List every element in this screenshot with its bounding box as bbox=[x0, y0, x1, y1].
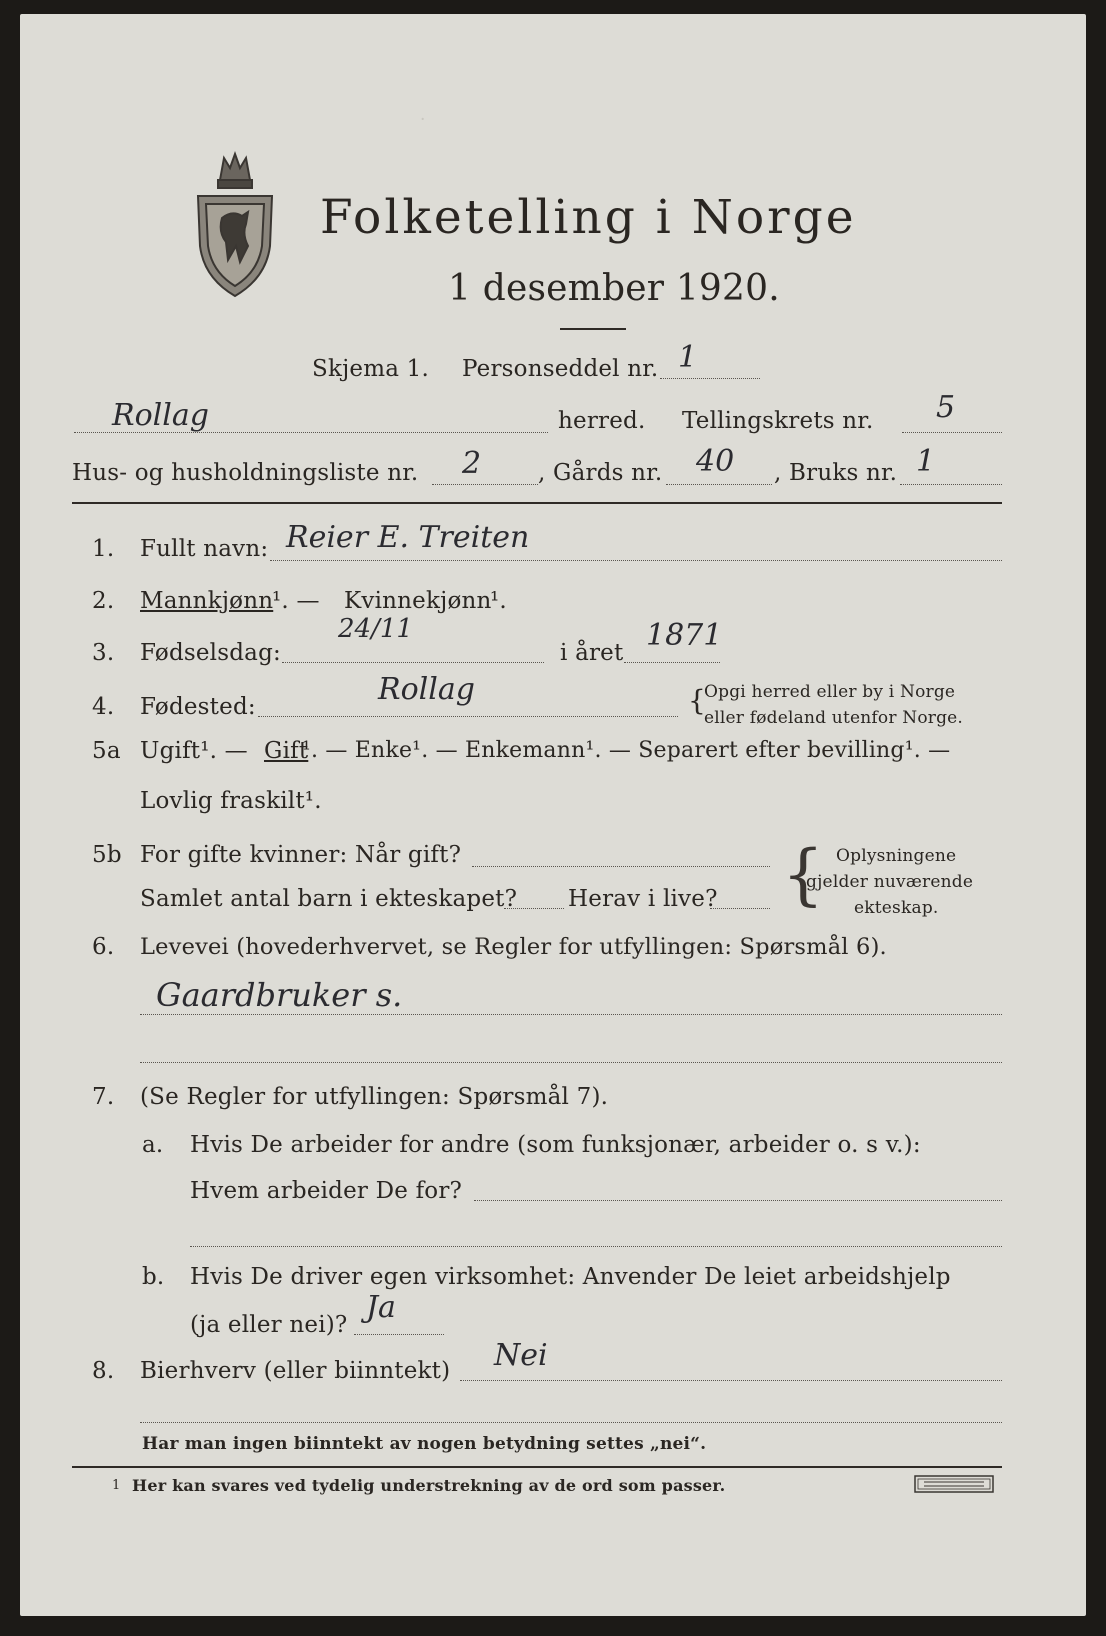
occupation-value[interactable]: Gaardbruker s. bbox=[156, 976, 403, 1014]
birthplace-note-2: eller fødeland utenfor Norge. bbox=[704, 708, 964, 728]
employer-line-1 bbox=[474, 1200, 1002, 1201]
q2-separator: ¹. — bbox=[272, 588, 320, 614]
year-label: i året bbox=[560, 640, 624, 666]
q8-number: 8. bbox=[92, 1358, 115, 1384]
marital-other-options[interactable]: ¹. — Enke¹. — Enkemann¹. — Separert efter bevilling¹. — bbox=[302, 738, 951, 763]
birth-year-value[interactable]: 1871 bbox=[646, 618, 723, 653]
occupation-line-2 bbox=[140, 1062, 1002, 1063]
birthday-line bbox=[282, 662, 544, 663]
birthplace-note-1: Opgi herred eller by i Norge bbox=[704, 682, 956, 702]
personseddel-label: Personseddel nr. bbox=[462, 356, 659, 382]
bleed-through-text: · bbox=[420, 110, 426, 130]
q5b-when-married: For gifte kvinner: Når gift? bbox=[140, 842, 462, 868]
q7b-letter: b. bbox=[142, 1264, 165, 1290]
no-income-note: Har man ingen biinntekt av nogen betydning settes „nei“. bbox=[142, 1434, 707, 1454]
gards-label: , Gårds nr. bbox=[538, 460, 663, 486]
census-date: 1 desember 1920. bbox=[448, 268, 780, 309]
q3-label: Fødselsdag: bbox=[140, 640, 281, 666]
full-name-line bbox=[270, 560, 1002, 561]
herred-label: herred. bbox=[558, 408, 646, 434]
gards-line bbox=[666, 484, 772, 485]
birth-year-line bbox=[624, 662, 720, 663]
when-married-line bbox=[472, 866, 770, 867]
q2-end: ¹. bbox=[490, 588, 507, 614]
footnote-mark: 1 bbox=[112, 1478, 121, 1493]
hired-help-line bbox=[354, 1334, 444, 1335]
hus-line bbox=[432, 484, 538, 485]
occupation-line-1 bbox=[140, 1014, 1002, 1015]
q7a-question: Hvis De arbeider for andre (som funksjonær, arbeider o. s v.): bbox=[190, 1132, 921, 1158]
hus-label: Hus- og husholdningsliste nr. bbox=[72, 460, 419, 486]
personseddel-line bbox=[660, 378, 760, 379]
q1-number: 1. bbox=[92, 536, 115, 562]
q8-label: Bierhverv (eller biinntekt) bbox=[140, 1358, 451, 1384]
hired-help-value[interactable]: Ja bbox=[366, 1290, 396, 1325]
bruks-label: , Bruks nr. bbox=[774, 460, 898, 486]
title-divider bbox=[560, 328, 626, 330]
tellingskrets-line bbox=[902, 432, 1002, 433]
skjema-label: Skjema 1. bbox=[312, 356, 430, 382]
q7b-question: Hvis De driver egen virksomhet: Anvender De leiet arbeidshjelp bbox=[190, 1264, 951, 1290]
q7a-employer-label: Hvem arbeider De for? bbox=[190, 1178, 463, 1204]
q5b-brace: { bbox=[782, 836, 825, 913]
printer-stamp-icon bbox=[914, 1474, 994, 1494]
q7b-yes-no-label: (ja eller nei)? bbox=[190, 1312, 348, 1338]
q1-label: Fullt navn: bbox=[140, 536, 269, 562]
q4-number: 4. bbox=[92, 694, 115, 720]
q5a-number: 5a bbox=[92, 738, 121, 764]
census-form-sheet bbox=[20, 14, 1086, 1616]
side-income-value[interactable]: Nei bbox=[494, 1338, 548, 1373]
divorced-option[interactable]: Lovlig fraskilt¹. bbox=[140, 788, 322, 814]
q5b-note-1: Oplysningene bbox=[836, 846, 957, 866]
q3-number: 3. bbox=[92, 640, 115, 666]
q5b-note-3: ekteskap. bbox=[854, 898, 939, 918]
header-rule bbox=[72, 502, 1002, 504]
alive-line bbox=[710, 908, 770, 909]
q5b-children-label: Samlet antal barn i ekteskapet? bbox=[140, 886, 518, 912]
q5b-note-2: gjelder nuværende bbox=[806, 872, 974, 892]
unmarried-option[interactable]: Ugift¹. — bbox=[140, 738, 248, 764]
q6-label: Levevei (hovederhvervet, se Regler for utfyllingen: Spørsmål 6). bbox=[140, 934, 887, 960]
q7-number: 7. bbox=[92, 1084, 115, 1110]
tellingskrets-value[interactable]: 5 bbox=[936, 390, 956, 425]
birthplace-value[interactable]: Rollag bbox=[378, 672, 475, 707]
female-option[interactable]: Kvinnekjønn bbox=[344, 588, 492, 614]
q4-label: Fødested: bbox=[140, 694, 256, 720]
q7-label: (Se Regler for utfyllingen: Spørsmål 7). bbox=[140, 1084, 609, 1110]
q5b-number: 5b bbox=[92, 842, 122, 868]
norwegian-coat-of-arms-icon bbox=[192, 150, 278, 300]
gards-value[interactable]: 40 bbox=[696, 444, 735, 479]
full-name-value[interactable]: Reier E. Treiten bbox=[286, 520, 530, 555]
bruks-value[interactable]: 1 bbox=[916, 444, 936, 479]
bruks-line bbox=[900, 484, 1002, 485]
personseddel-value[interactable]: 1 bbox=[678, 340, 698, 375]
side-income-line-2 bbox=[140, 1422, 1002, 1423]
footer-rule bbox=[72, 1466, 1002, 1468]
married-option[interactable]: Gift bbox=[264, 738, 309, 764]
male-option[interactable]: Mannkjønn bbox=[140, 588, 274, 614]
q7a-letter: a. bbox=[142, 1132, 164, 1158]
employer-line-2 bbox=[190, 1246, 1002, 1247]
birthday-value[interactable]: 24/11 bbox=[338, 614, 413, 644]
herred-value[interactable]: Rollag bbox=[112, 398, 209, 433]
herred-line bbox=[74, 432, 548, 433]
footnote-text: Her kan svares ved tydelig understrekning av de ord som passer. bbox=[132, 1476, 726, 1495]
form-title: Folketelling i Norge bbox=[320, 190, 857, 245]
q6-number: 6. bbox=[92, 934, 115, 960]
children-line bbox=[504, 908, 564, 909]
q2-number: 2. bbox=[92, 588, 115, 614]
q5b-alive-label: Herav i live? bbox=[568, 886, 718, 912]
birthplace-line bbox=[258, 716, 678, 717]
tellingskrets-label: Tellingskrets nr. bbox=[682, 408, 874, 434]
q4-brace: { bbox=[688, 684, 707, 717]
hus-value[interactable]: 2 bbox=[462, 446, 482, 481]
side-income-line-1 bbox=[460, 1380, 1002, 1381]
